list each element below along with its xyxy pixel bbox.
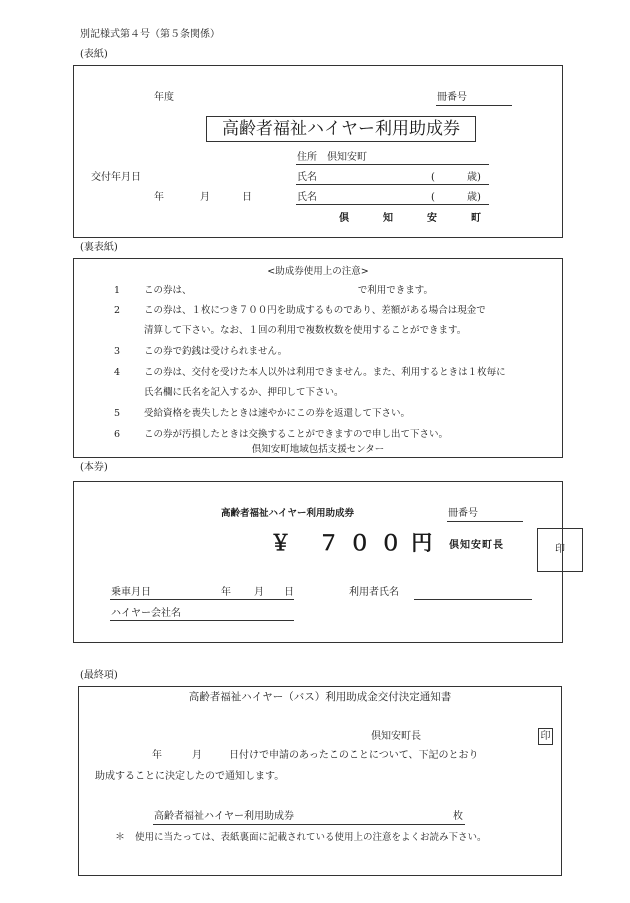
final-note-text: 使用に当たっては、表紙裏面に記載されている使用上の注意をよくお読み下さい。 xyxy=(135,832,487,843)
final-seal-box xyxy=(538,728,553,745)
company-label: ハイヤー会社名 xyxy=(111,608,181,619)
note-row: 3 この券で釣銭は受けられません。 xyxy=(114,346,288,357)
final-note-mark: ＊ xyxy=(115,832,125,843)
name-label-2: 氏名 xyxy=(297,192,317,203)
note-row: 1 この券は、 で利用できます。 xyxy=(114,285,433,296)
final-panel xyxy=(78,686,562,876)
ticket-booklet-number-line xyxy=(447,521,523,522)
cover-title: 高齢者福祉ハイヤー利用助成券 xyxy=(222,119,460,139)
ticket-title: 高齢者福祉ハイヤー利用助成券 xyxy=(221,508,355,519)
ticket-amount: ￥ ７００円 xyxy=(270,531,443,555)
ride-year-label: 年 xyxy=(221,587,231,598)
final-sheets-unit: 枚 xyxy=(453,811,463,822)
age-suffix-1: 歳) xyxy=(467,172,481,183)
cover-title-box xyxy=(206,116,476,142)
final-seal: 印 xyxy=(540,731,551,742)
final-ticket-item: 高齢者福祉ハイヤー利用助成券 xyxy=(154,811,294,822)
final-month-label: 月 xyxy=(192,750,202,761)
ride-date-line xyxy=(110,599,294,600)
note-row: 2 この券は、１枚につき７００円を助成するものであり、差額がある場合は現金で xyxy=(114,305,486,316)
cover-year-label: 年 xyxy=(154,192,164,203)
note-row: 6 この券が汚損したときは交換することができますので申し出て下さい。 xyxy=(114,429,449,440)
ticket-panel xyxy=(73,481,563,643)
ticket-seal-box xyxy=(537,528,583,572)
issue-date-label: 交付年月日 xyxy=(91,172,141,183)
note-row: 氏名欄に氏名を記入するか、押印して下さい。 xyxy=(144,387,344,398)
ride-date-label: 乗車月日 xyxy=(111,587,151,598)
name-line-1 xyxy=(296,184,489,185)
form-header: 別記様式第４号（第５条関係） xyxy=(80,29,220,40)
age-open-2: ( xyxy=(431,192,435,203)
name-line-2 xyxy=(296,204,489,205)
ticket-booklet-number-label: 冊番号 xyxy=(448,508,478,519)
note-row: 5 受給資格を喪失したときは速やかにこの券を返還して下さい。 xyxy=(114,408,411,419)
ticket-section-label: (本券) xyxy=(80,462,108,473)
cover-day-label: 日 xyxy=(242,192,252,203)
name-label-1: 氏名 xyxy=(297,172,317,183)
ride-month-label: 月 xyxy=(254,587,264,598)
back-cover-section-label: (裏表紙) xyxy=(80,242,118,253)
cover-booklet-number-line xyxy=(436,105,512,106)
address-label: 住所 倶知安町 xyxy=(297,152,367,163)
note-row: 清算して下さい。なお、１回の利用で複数枚数を使用することができます。 xyxy=(144,325,467,336)
final-section-label: (最終項) xyxy=(80,670,118,681)
back-cover-panel xyxy=(73,258,563,458)
cover-section-label: (表紙) xyxy=(80,49,108,60)
final-ticket-line xyxy=(153,824,465,825)
issuer: 倶知安町地域包括支援センター xyxy=(251,444,385,455)
company-line xyxy=(110,620,294,621)
address-line xyxy=(296,164,489,165)
ride-day-label: 日 xyxy=(284,587,294,598)
final-title: 高齢者福祉ハイヤー（バス）利用助成金交付決定通知書 xyxy=(188,691,452,703)
fiscal-year-label: 年度 xyxy=(154,92,174,103)
cover-booklet-number-label: 冊番号 xyxy=(437,92,467,103)
notes-title: <助成券使用上の注意> xyxy=(267,266,369,277)
final-year-label: 年 xyxy=(152,750,162,761)
ticket-mayor: 倶知安町長 xyxy=(449,540,504,551)
note-row: 4 この券は、交付を受けた本人以外は利用できません。また、利用するときは１枚毎に xyxy=(114,367,506,378)
final-mayor: 倶知安町長 xyxy=(371,731,421,742)
cover-town: 倶 知 安 町 xyxy=(339,213,493,224)
ticket-seal: 印 xyxy=(555,544,565,555)
age-open-1: ( xyxy=(431,172,435,183)
user-name-label: 利用者氏名 xyxy=(349,587,399,598)
cover-month-label: 月 xyxy=(200,192,210,203)
cover-panel xyxy=(73,65,563,238)
age-suffix-2: 歳) xyxy=(467,192,481,203)
final-body-line-2: 助成することに決定したので通知します。 xyxy=(95,771,285,782)
user-name-line xyxy=(414,599,532,600)
final-body-line-1: 日付けで申請のあったこのことについて、下記のとおり xyxy=(229,750,479,761)
